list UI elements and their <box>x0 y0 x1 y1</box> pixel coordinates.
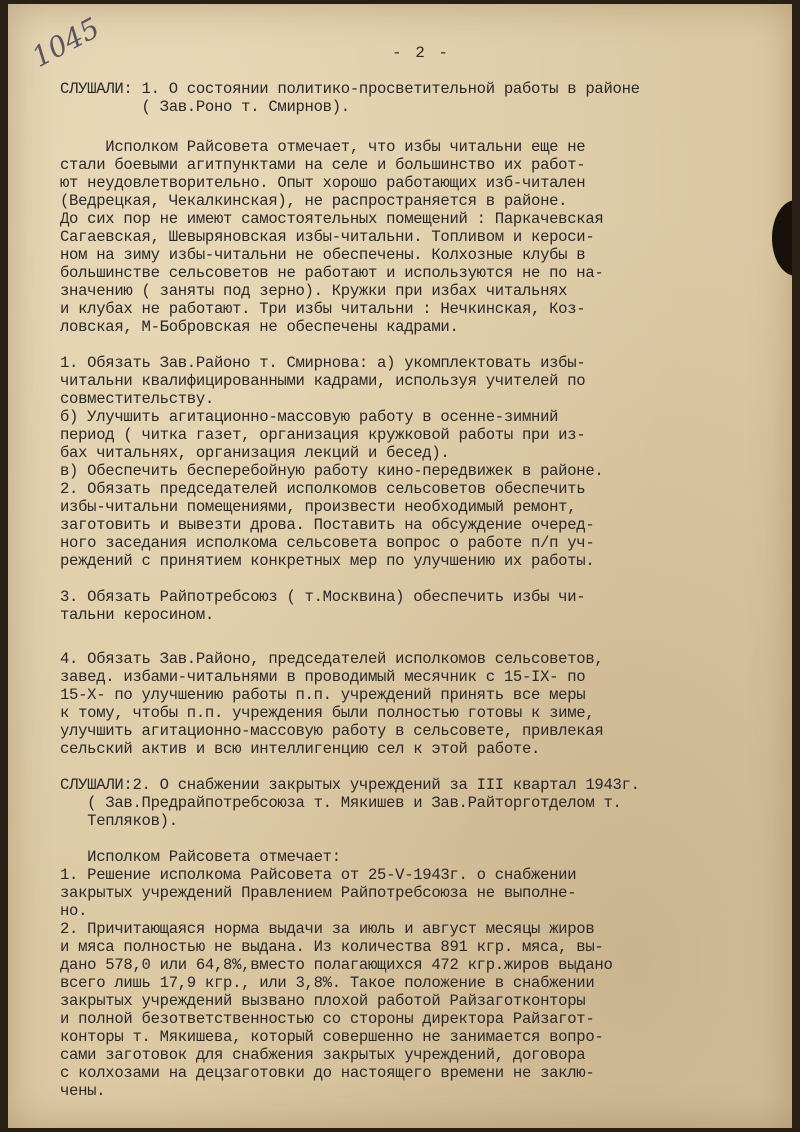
text-line: 1. Обязать Зав.Районо т. Смирнова: а) укомплектовать избы- <box>60 354 586 372</box>
pencil-page-note: 1045 <box>26 11 105 74</box>
text-line: и клубах не работают. Три избы читальни : Нечкинская, Коз- <box>60 300 586 318</box>
text-line: До сих пор не имеют самостоятельных помещений : Паркачевская <box>60 210 604 228</box>
text-line: ют неудовлетворительно. Опыт хорошо работающих изб-читален <box>60 174 586 192</box>
page-number: - 2 - <box>392 44 451 62</box>
text-line: 2. Причитающаяся норма выдачи за июль и август месяцы жиров <box>60 920 595 938</box>
text-line: и мяса полностью не выдана. Из количества 891 кгр. мяса, вы- <box>60 938 604 956</box>
text-line: 15-X- по улучшению работы п.п. учреждений принять все меры <box>60 686 586 704</box>
text-line: конторы т. Мякишева, который совершенно не занимается вопро- <box>60 1028 604 1046</box>
text-line: совместительству. <box>60 390 214 408</box>
text-line: СЛУШАЛИ:2. О снабжении закрытых учреждений за III квартал 1943г. <box>60 776 640 794</box>
text-line: чены. <box>60 1082 106 1100</box>
text-line: Тепляков). <box>60 812 178 830</box>
text-line: сельский актив и всю интеллигенцию сел к этой работе. <box>60 740 541 758</box>
text-line: к тому, чтобы п.п. учреждения были полностью готовы к зиме, <box>60 704 595 722</box>
text-line: в) Обеспечить бесперебойную работу кино-передвижек в районе. <box>60 462 604 480</box>
text-line: значению ( заняты под зерно). Кружки при избах читальнях <box>60 282 568 300</box>
text-line: СЛУШАЛИ: 1. О состоянии политико-просветительной работы в районе <box>60 80 640 98</box>
text-line: ного заседания исполкома сельсовета вопрос о работе п/п уч- <box>60 534 595 552</box>
punch-hole <box>772 200 792 276</box>
text-line: улучшить агитационно-массовую работу в сельсовете, привлекая <box>60 722 604 740</box>
text-line: дано 578,0 или 64,8%,вместо полагающихся 472 кгр.жиров выдано <box>60 956 613 974</box>
text-line: 4. Обязать Зав.Районо, председателей исполкомов сельсоветов, <box>60 650 604 668</box>
text-line: Исполком Райсовета отмечает, что избы читальни еще не <box>60 138 586 156</box>
text-line: ( Зав.Предрайпотребсоюза т. Мякишев и Зав.Райторготделом т. <box>60 794 622 812</box>
text-line: тальни керосином. <box>60 606 214 624</box>
text-line: период ( читка газет, организация кружковой работы при из- <box>60 426 586 444</box>
text-line: закрытых учреждений Правлением Райпотребсоюза не выполне- <box>60 884 577 902</box>
text-line: читальни квалифицированными кадрами, используя учителей по <box>60 372 586 390</box>
text-line: 2. Обязать председателей исполкомов сельсоветов обеспечить <box>60 480 586 498</box>
text-line: 1. Решение исполкома Райсовета от 25-V-1943г. о снабжении <box>60 866 577 884</box>
text-line: избы-читальни помещениями, произвести необходимый ремонт, <box>60 498 577 516</box>
text-line: закрытых учреждений вызвано плохой работой Райзаготконторы <box>60 992 586 1010</box>
text-line: сами заготовок для снабжения закрытых учреждений, договора <box>60 1046 586 1064</box>
text-line: б) Улучшить агитационно-массовую работу в осенне-зимний <box>60 408 559 426</box>
text-line: завед. избами-читальнями в проводимый месячник с 15-IX- по <box>60 668 586 686</box>
text-line: и полной безответственностью со стороны директора Райзагот- <box>60 1010 595 1028</box>
text-line: всего лишь 17,9 кгр., или 3,8%. Такое положение в снабжении <box>60 974 595 992</box>
text-line: заготовить и вывезти дрова. Поставить на обсуждение очеред- <box>60 516 595 534</box>
text-line: Исполком Райсовета отмечает: <box>60 848 341 866</box>
text-line: ном на зиму избы-читальни не обеспечены. Колхозные клубы в <box>60 246 586 264</box>
text-line: бах читальнях, организация лекций и бесед). <box>60 444 450 462</box>
text-line: ловская, М-Бобровская не обеспечены кадрами. <box>60 318 459 336</box>
text-line: Сагаевская, Шевыряновская избы-читальни. Топливом и кероси- <box>60 228 595 246</box>
text-line: с колхозами на децзаготовки до настоящего времени не заклю- <box>60 1064 595 1082</box>
text-line: большинстве сельсоветов не работают и используются не по на- <box>60 264 604 282</box>
text-line: ( Зав.Роно т. Смирнов). <box>60 98 350 116</box>
text-line: но. <box>60 902 88 920</box>
text-line: стали боевыми агитпунктами на селе и большинство их работ- <box>60 156 586 174</box>
document-body <box>60 80 772 1100</box>
text-line: (Ведрецкая, Чекалкинская), не распространяется в районе. <box>60 192 568 210</box>
document-page <box>8 4 792 1128</box>
text-line: 3. Обязать Райпотребсоюз ( т.Москвина) обеспечить избы чи- <box>60 588 586 606</box>
text-line: реждений с принятием конкретных мер по улучшению их работы. <box>60 552 595 570</box>
